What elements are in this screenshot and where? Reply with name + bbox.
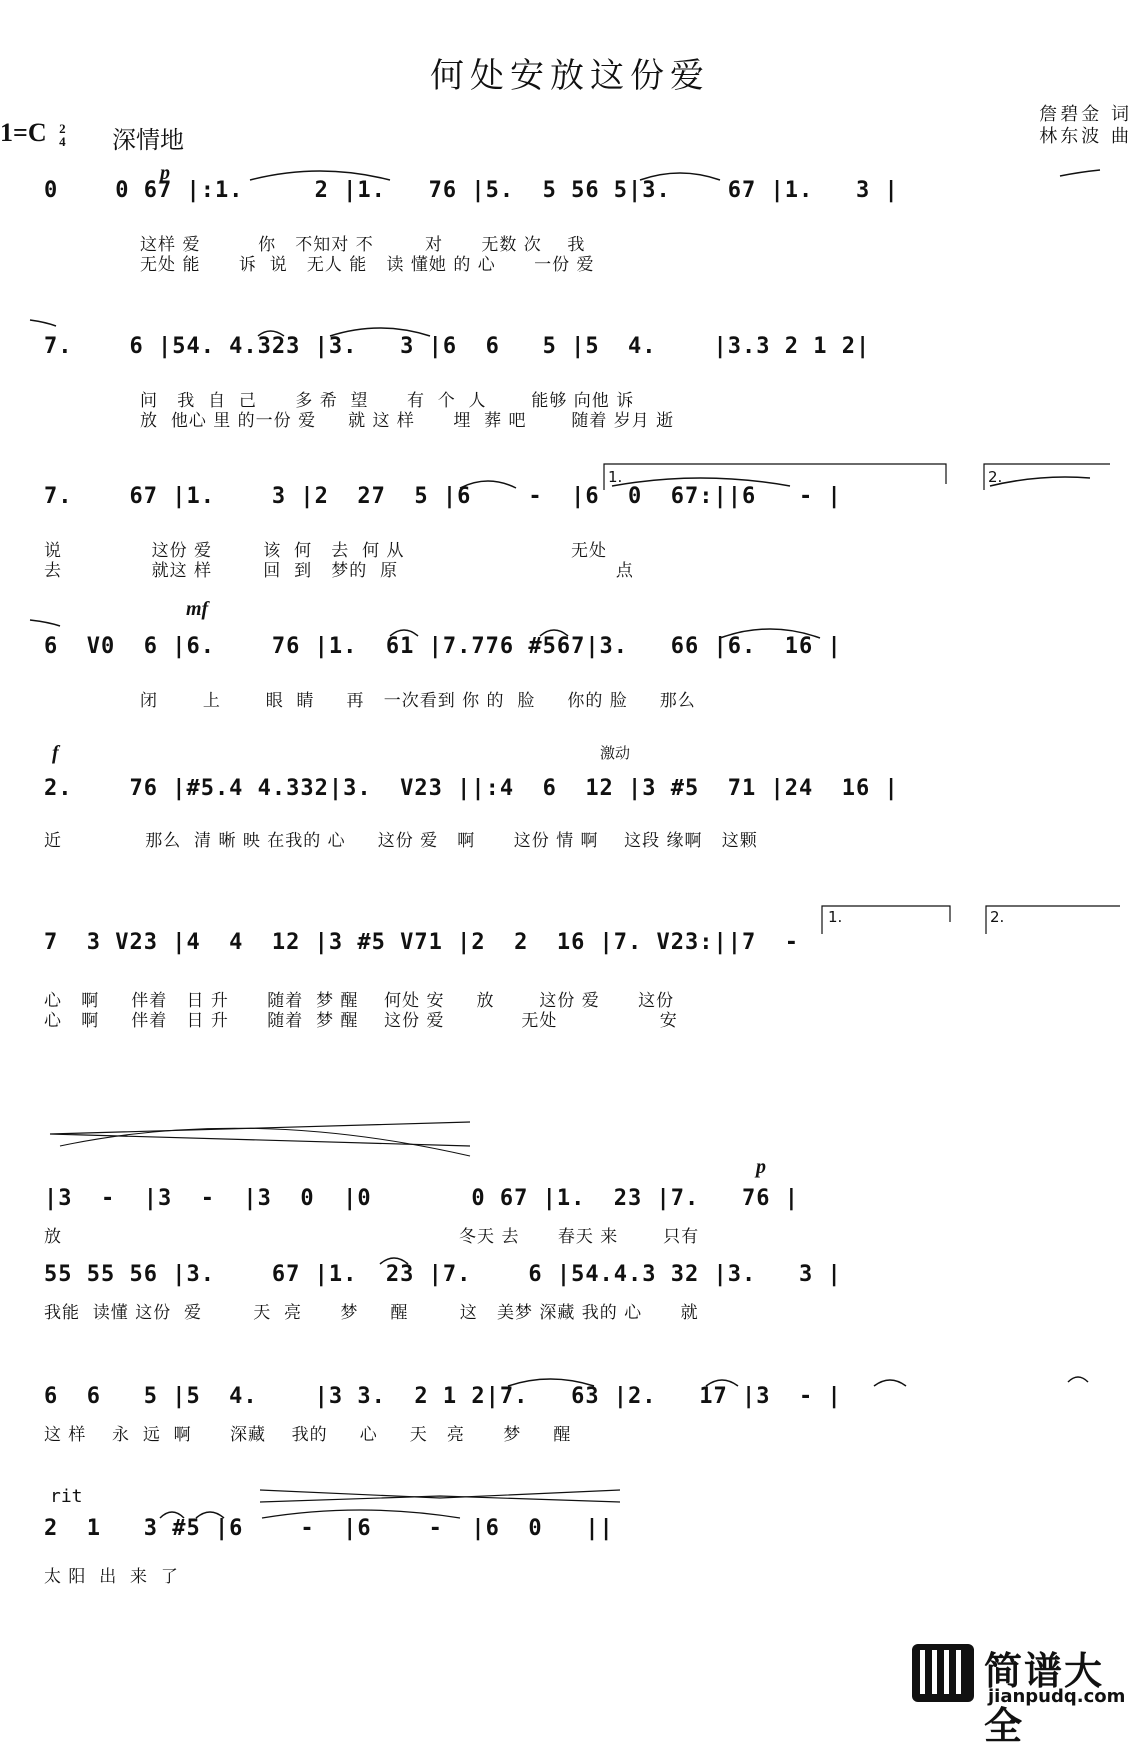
lyrics-verse-1: 这 样 永 远 啊 深藏 我的 心 天 亮 梦 醒 bbox=[44, 1425, 572, 1445]
lyrics-verse-1: 太 阳 出 来 了 bbox=[44, 1567, 179, 1587]
hairpin-marks bbox=[0, 1186, 1140, 1226]
lyrics-verse-1: 放 冬天 去 春天 来 只有 bbox=[44, 1227, 700, 1247]
volta-1-label: 1. bbox=[828, 908, 843, 926]
notes-line: 7. 67 |1. 3 |2 27 5 |6 - |6 0 67:||6 - | bbox=[44, 484, 842, 509]
logo-url: jianpudq.com bbox=[988, 1686, 1126, 1707]
expression-marking: 深情地 bbox=[112, 126, 184, 154]
volta-2-label: 2. bbox=[990, 908, 1005, 926]
lyricist: 詹碧金 词 bbox=[1039, 104, 1132, 125]
lyrics-verse-1: 我能 读懂 这份 爱 天 亮 梦 醒 这 美梦 深藏 我的 心 就 bbox=[44, 1303, 699, 1323]
slur-marks bbox=[0, 634, 1140, 674]
dynamic-mezzo-forte: mf bbox=[186, 598, 209, 620]
composer: 林东波 曲 bbox=[1039, 126, 1132, 147]
volta-brackets bbox=[0, 930, 1140, 970]
ritardando-marking: rit bbox=[50, 1486, 83, 1507]
key-label: 1=C bbox=[0, 118, 47, 147]
notes-line: 2. 76 |#5.4 4.332|3. V23 ||:4 6 12 |3 #5 71 |24 16 | bbox=[44, 776, 899, 801]
lyrics-verse-2: 放 他心 里 的一份 爱 就 这 样 埋 葬 吧 随着 岁月 逝 bbox=[44, 411, 675, 431]
time-sig-bottom: 4 bbox=[59, 134, 66, 150]
excited-marking: 激动 bbox=[600, 744, 631, 762]
volta-brackets bbox=[0, 484, 1140, 524]
lyrics-verse-2: 无处 能 诉 说 无人 能 读 懂她 的 心 一份 爱 bbox=[44, 255, 595, 275]
time-signature bbox=[59, 122, 66, 148]
time-sig-top: 2 bbox=[59, 121, 66, 137]
dynamic-piano-2: p bbox=[756, 1156, 766, 1178]
dynamic-forte: f bbox=[52, 742, 59, 764]
volta-2-label: 2. bbox=[988, 468, 1003, 486]
notes-line: 55 55 56 |3. 67 |1. 23 |7. 6 |54.4.3 32 |3. 3 | bbox=[44, 1262, 842, 1287]
lyrics-verse-1: 心 啊 伴着 日 升 随着 梦 醒 何处 安 放 这份 爱 这份 bbox=[44, 991, 675, 1011]
lyrics-verse-1: 近 那么 清 晰 映 在我的 心 这份 爱 啊 这份 情 啊 这段 缘啊 这颗 bbox=[44, 831, 758, 851]
lyrics-verse-2: 心 啊 伴着 日 升 随着 梦 醒 这份 爱 无处 安 bbox=[44, 1011, 678, 1031]
notes-line: 6 6 5 |5 4. |3 3. 2 1 2|7. 63 |2. 17 |3 - | bbox=[44, 1384, 842, 1409]
notes-line: 6 V0 6 |6. 76 |1. 61 |7.776 #567|3. 66 |6. 16 | bbox=[44, 634, 842, 659]
site-logo bbox=[912, 1640, 1132, 1748]
dynamic-piano: p bbox=[160, 162, 170, 184]
slur-marks bbox=[0, 178, 1140, 218]
notes-line: 7. 6 |54. 4.323 |3. 3 |6 6 5 |5 4. |3.3 2 1 2| bbox=[44, 334, 871, 359]
slur-marks bbox=[0, 1262, 1140, 1302]
notes-line: 2 1 3 #5 |6 - |6 - |6 0 || bbox=[44, 1516, 614, 1541]
lyrics-verse-1: 闭 上 眼 睛 再 一次看到 你 的 脸 你的 脸 那么 bbox=[44, 691, 696, 711]
notes-line: |3 - |3 - |3 0 |0 0 67 |1. 23 |7. 76 | bbox=[44, 1186, 799, 1211]
slur-marks bbox=[0, 334, 1140, 374]
slur-and-hairpin-marks bbox=[0, 1516, 1140, 1556]
song-title: 何处安放这份爱 bbox=[430, 56, 710, 96]
lyrics-verse-1: 问 我 自 己 多 希 望 有 个 人 能够 向他 诉 bbox=[44, 391, 635, 411]
volta-1-label: 1. bbox=[608, 468, 623, 486]
notes-line: 0 0 67 |:1. 2 |1. 76 |5. 5 56 5|3. 67 |1. 3 | bbox=[44, 178, 899, 203]
credits bbox=[1039, 104, 1132, 148]
lyrics-verse-1: 这样 爱 你 不知对 不 对 无数 次 我 bbox=[44, 235, 586, 255]
slur-marks bbox=[0, 1384, 1140, 1424]
lyrics-verse-2: 去 就这 样 回 到 梦的 原 点 bbox=[44, 561, 634, 581]
piano-keys-icon bbox=[912, 1644, 974, 1702]
key-signature bbox=[0, 118, 66, 148]
lyrics-verse-1: 说 这份 爱 该 何 去 何 从 无处 bbox=[44, 541, 608, 561]
notes-line: 7 3 V23 |4 4 12 |3 #5 V71 |2 2 16 |7. V23:||7 - bbox=[44, 930, 814, 955]
logo-text: 简谱大全 bbox=[984, 1649, 1105, 1748]
